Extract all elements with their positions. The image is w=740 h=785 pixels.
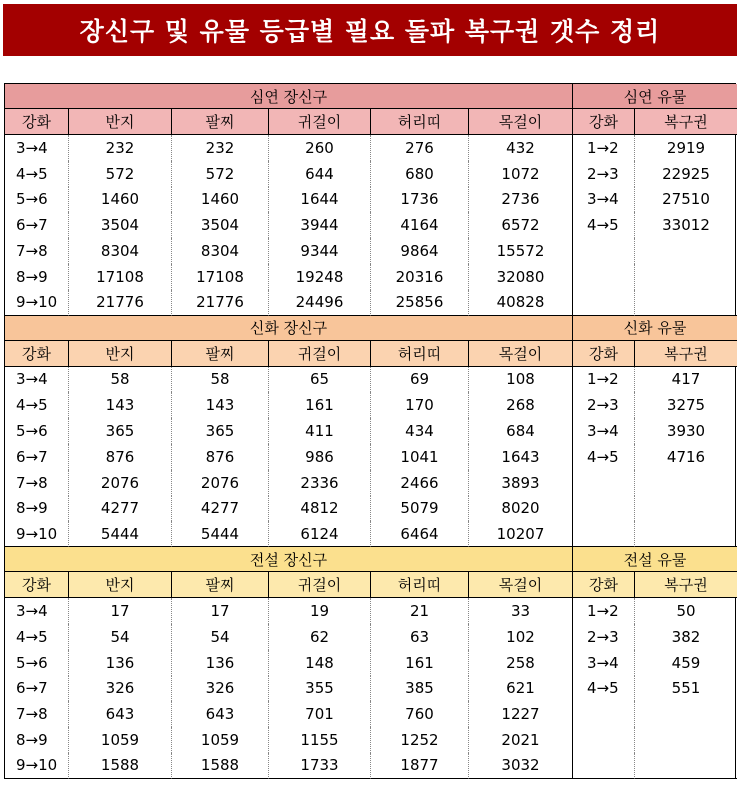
section-title-relics: 신화 유물	[573, 316, 737, 341]
table-cell: 54	[69, 624, 172, 650]
upgrade-step-label: 7→8	[5, 701, 69, 727]
table-cell: 258	[469, 650, 573, 676]
column-header: 반지	[69, 341, 172, 367]
column-header: 복구권	[635, 572, 737, 598]
table-cell: 1877	[371, 753, 469, 779]
table-cell: 365	[172, 418, 269, 444]
relic-step-label: 3→4	[573, 418, 635, 444]
upgrade-step-label: 9→10	[5, 753, 69, 779]
table-cell: 17108	[69, 264, 172, 290]
relic-cell: 4716	[666, 447, 706, 466]
table-cell: 1252	[371, 727, 469, 753]
column-header: 귀걸이	[269, 341, 371, 367]
table-cell: 9344	[269, 238, 371, 264]
upgrade-step-label: 7→8	[5, 470, 69, 496]
upgrade-step-label: 5→6	[5, 650, 69, 676]
relic-step-label: 1→2	[573, 135, 635, 161]
table-cell: 17	[69, 598, 172, 624]
section-title-accessories: 심연 장신구	[5, 84, 573, 109]
column-header: 팔찌	[172, 572, 269, 598]
column-header: 반지	[69, 572, 172, 598]
column-header: 팔찌	[172, 109, 269, 135]
table-cell: 4164	[371, 212, 469, 238]
section-title-relics: 심연 유물	[573, 84, 737, 109]
table-cell: 2021	[469, 727, 573, 753]
table-cell: 643	[69, 701, 172, 727]
table-cell: 986	[269, 444, 371, 470]
table-cell: 21776	[172, 290, 269, 316]
column-header: 목걸이	[469, 341, 573, 367]
section-title-accessories: 전설 장신구	[5, 547, 573, 572]
table-cell: 54	[172, 624, 269, 650]
relic-cell	[635, 521, 737, 547]
table-cell: 63	[371, 624, 469, 650]
table-cell: 1041	[371, 444, 469, 470]
table-cell: 621	[469, 676, 573, 702]
table-cell: 19248	[269, 264, 371, 290]
table-cell: 5444	[69, 521, 172, 547]
table-cell: 4277	[69, 496, 172, 522]
table-cell: 17108	[172, 264, 269, 290]
column-header: 귀걸이	[269, 109, 371, 135]
column-header: 허리띠	[371, 341, 469, 367]
relic-cell	[635, 753, 737, 779]
table-cell: 148	[269, 650, 371, 676]
table-cell: 1588	[69, 753, 172, 779]
relic-cell: 382	[671, 627, 701, 646]
table-cell: 161	[269, 392, 371, 418]
table-cell: 684	[469, 418, 573, 444]
upgrade-step-label: 5→6	[5, 418, 69, 444]
table-cell: 1155	[269, 727, 371, 753]
table-cell: 1059	[69, 727, 172, 753]
relic-cell: 33012	[662, 216, 710, 235]
table-cell: 5079	[371, 496, 469, 522]
table-cell: 355	[269, 676, 371, 702]
relic-cell	[635, 238, 737, 264]
upgrade-step-label: 4→5	[5, 392, 69, 418]
table-cell: 58	[172, 367, 269, 393]
table-cell: 3504	[69, 212, 172, 238]
table-cell: 20316	[371, 264, 469, 290]
table-cell: 9864	[371, 238, 469, 264]
table-cell: 21776	[69, 290, 172, 316]
relic-step-label: 4→5	[573, 444, 635, 470]
table-cell: 1588	[172, 753, 269, 779]
relic-step-label	[573, 701, 635, 727]
table-cell: 32080	[469, 264, 573, 290]
table-cell: 680	[371, 161, 469, 187]
table-cell: 2336	[269, 470, 371, 496]
relic-cell: 3275	[666, 396, 706, 415]
column-header: 강화	[573, 341, 635, 367]
table-cell: 1643	[469, 444, 573, 470]
relic-cell: 459	[671, 653, 701, 672]
column-header: 허리띠	[371, 109, 469, 135]
relic-step-label: 4→5	[573, 212, 635, 238]
column-header: 목걸이	[469, 109, 573, 135]
table-cell: 108	[469, 367, 573, 393]
relic-step-label	[573, 290, 635, 316]
table-cell: 2466	[371, 470, 469, 496]
table-cell: 3504	[172, 212, 269, 238]
upgrade-step-label: 6→7	[5, 676, 69, 702]
relic-cell	[635, 701, 737, 727]
upgrade-step-label: 5→6	[5, 187, 69, 213]
relic-cell: 22925	[662, 164, 710, 183]
upgrade-step-label: 3→4	[5, 135, 69, 161]
table-cell: 1227	[469, 701, 573, 727]
table-cell: 2076	[69, 470, 172, 496]
table-cell: 876	[69, 444, 172, 470]
column-header: 강화	[573, 109, 635, 135]
upgrade-step-label: 7→8	[5, 238, 69, 264]
column-header: 강화	[573, 572, 635, 598]
relic-cell: 551	[671, 679, 701, 698]
table-cell: 326	[69, 676, 172, 702]
relic-step-label	[573, 470, 635, 496]
relic-step-label	[573, 264, 635, 290]
table-cell: 143	[69, 392, 172, 418]
table-cell: 33	[469, 598, 573, 624]
relic-step-label	[573, 521, 635, 547]
table-cell: 5444	[172, 521, 269, 547]
relic-step-label: 1→2	[573, 367, 635, 393]
table-cell: 161	[371, 650, 469, 676]
column-header: 강화	[5, 341, 69, 367]
relic-cell	[635, 727, 737, 753]
relic-step-label: 4→5	[573, 676, 635, 702]
table-cell: 572	[69, 161, 172, 187]
upgrade-step-label: 6→7	[5, 444, 69, 470]
table-cell: 8304	[172, 238, 269, 264]
page-title: 장신구 및 유물 등급별 필요 돌파 복구권 갯수 정리	[3, 4, 737, 56]
column-header: 강화	[5, 572, 69, 598]
relic-step-label: 2→3	[573, 161, 635, 187]
relic-cell	[635, 496, 737, 522]
table-cell: 136	[69, 650, 172, 676]
column-header: 강화	[5, 109, 69, 135]
section-title-relics: 전설 유물	[573, 547, 737, 572]
table-cell: 411	[269, 418, 371, 444]
relic-step-label: 1→2	[573, 598, 635, 624]
relic-step-label	[573, 753, 635, 779]
table-cell: 3032	[469, 753, 573, 779]
table-cell: 276	[371, 135, 469, 161]
upgrade-step-label: 8→9	[5, 496, 69, 522]
table-cell: 2736	[469, 187, 573, 213]
relic-step-label	[573, 727, 635, 753]
table-cell: 143	[172, 392, 269, 418]
relic-step-label	[573, 496, 635, 522]
relic-cell: 3930	[666, 422, 706, 441]
table-cell: 701	[269, 701, 371, 727]
table-cell: 385	[371, 676, 469, 702]
table-cell: 10207	[469, 521, 573, 547]
table-cell: 3944	[269, 212, 371, 238]
table-cell: 1460	[69, 187, 172, 213]
table-cell: 69	[371, 367, 469, 393]
table-cell: 260	[269, 135, 371, 161]
table-cell: 365	[69, 418, 172, 444]
table-cell: 17	[172, 598, 269, 624]
table-cell: 1733	[269, 753, 371, 779]
table-cell: 25856	[371, 290, 469, 316]
upgrade-step-label: 9→10	[5, 290, 69, 316]
table-cell: 15572	[469, 238, 573, 264]
table-cell: 434	[371, 418, 469, 444]
table-cell: 8304	[69, 238, 172, 264]
upgrade-step-label: 6→7	[5, 212, 69, 238]
table-cell: 136	[172, 650, 269, 676]
relic-step-label: 3→4	[573, 187, 635, 213]
table-cell: 62	[269, 624, 371, 650]
table-cell: 268	[469, 392, 573, 418]
upgrade-step-label: 8→9	[5, 727, 69, 753]
column-header: 복구권	[635, 109, 737, 135]
table-cell: 1644	[269, 187, 371, 213]
table-cell: 6124	[269, 521, 371, 547]
table-cell: 644	[269, 161, 371, 187]
table-cell: 1736	[371, 187, 469, 213]
upgrade-step-label: 3→4	[5, 367, 69, 393]
table-cell: 432	[469, 135, 573, 161]
column-header: 반지	[69, 109, 172, 135]
column-header: 팔찌	[172, 341, 269, 367]
relic-cell: 27510	[662, 190, 710, 209]
table-cell: 58	[69, 367, 172, 393]
table-cell: 876	[172, 444, 269, 470]
column-header: 귀걸이	[269, 572, 371, 598]
relic-cell: 50	[676, 602, 696, 621]
relic-cell	[635, 470, 737, 496]
upgrade-step-label: 8→9	[5, 264, 69, 290]
table-cell: 760	[371, 701, 469, 727]
table-cell: 65	[269, 367, 371, 393]
relic-cell	[635, 264, 737, 290]
column-header: 목걸이	[469, 572, 573, 598]
table-cell: 232	[172, 135, 269, 161]
table-cell: 326	[172, 676, 269, 702]
upgrade-step-label: 4→5	[5, 624, 69, 650]
table-cell: 170	[371, 392, 469, 418]
table-cell: 1072	[469, 161, 573, 187]
relic-step-label: 3→4	[573, 650, 635, 676]
upgrade-step-label: 9→10	[5, 521, 69, 547]
relic-cell: 2919	[666, 138, 706, 157]
table-cell: 1460	[172, 187, 269, 213]
table-cell: 2076	[172, 470, 269, 496]
table-cell: 4812	[269, 496, 371, 522]
upgrade-step-label: 4→5	[5, 161, 69, 187]
section-title-accessories: 신화 장신구	[5, 316, 573, 341]
table-cell: 40828	[469, 290, 573, 316]
table-cell: 4277	[172, 496, 269, 522]
upgrade-step-label: 3→4	[5, 598, 69, 624]
table-cell: 3893	[469, 470, 573, 496]
relic-step-label: 2→3	[573, 624, 635, 650]
table-cell: 1059	[172, 727, 269, 753]
breakthrough-table	[4, 83, 736, 779]
table-cell: 6464	[371, 521, 469, 547]
relic-step-label: 2→3	[573, 392, 635, 418]
table-cell: 24496	[269, 290, 371, 316]
relic-step-label	[573, 238, 635, 264]
table-cell: 8020	[469, 496, 573, 522]
table-cell: 572	[172, 161, 269, 187]
table-cell: 19	[269, 598, 371, 624]
table-cell: 232	[69, 135, 172, 161]
table-cell: 643	[172, 701, 269, 727]
relic-cell: 417	[671, 370, 701, 389]
table-cell: 102	[469, 624, 573, 650]
column-header: 허리띠	[371, 572, 469, 598]
table-cell: 6572	[469, 212, 573, 238]
table-cell: 21	[371, 598, 469, 624]
column-header: 복구권	[635, 341, 737, 367]
relic-cell	[635, 290, 737, 316]
